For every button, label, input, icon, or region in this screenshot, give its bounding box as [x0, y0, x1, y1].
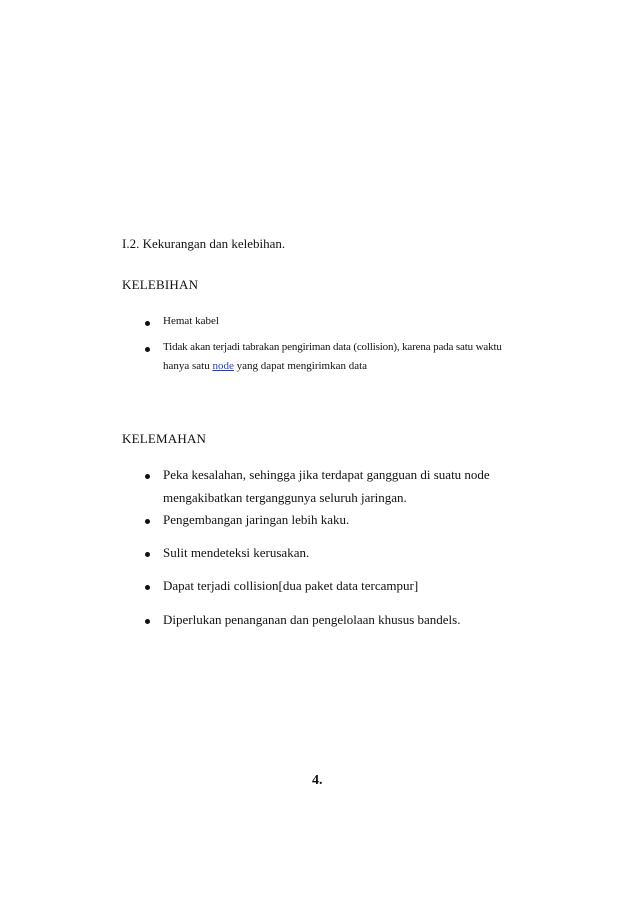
- list-item-text: Hemat kabel: [163, 315, 219, 327]
- list-item-text: Diperlukan penanganan dan pengelolaan khusus bandels.: [163, 612, 461, 627]
- list-item-text-line2: [163, 360, 367, 372]
- list-item-text-line1: Peka kesalahan, sehingga jika terdapat gangguan di suatu node: [163, 467, 490, 482]
- advantages-heading: KELEBIHAN: [122, 277, 199, 292]
- bullet-icon: [145, 474, 150, 479]
- list-item-text-before-link: hanya satu: [163, 360, 210, 372]
- bullet-icon: [145, 347, 150, 352]
- bullet-icon: [145, 619, 150, 624]
- list-item-text-line1: Tidak akan terjadi tabrakan pengiriman data (collision), karena pada satu waktu: [163, 341, 502, 353]
- list-item-text: Dapat terjadi collision[dua paket data tercampur]: [163, 578, 419, 593]
- section-title: I.2. Kekurangan dan kelebihan.: [122, 236, 286, 251]
- bullet-icon: [145, 321, 150, 326]
- list-item-text-after-link: yang dapat mengirimkan data: [236, 360, 368, 372]
- bullet-icon: [145, 552, 150, 557]
- list-item-text: Sulit mendeteksi kerusakan.: [163, 545, 310, 560]
- list-item-text-line2: mengakibatkan terganggunya seluruh jaringan.: [163, 490, 407, 505]
- bullet-icon: [145, 585, 150, 590]
- disadvantages-heading: KELEMAHAN: [122, 431, 207, 446]
- bullet-icon: [145, 519, 150, 524]
- page-number: 4.: [312, 773, 323, 788]
- list-item-text: Pengembangan jaringan lebih kaku.: [163, 512, 350, 527]
- node-link[interactable]: node: [212, 360, 234, 372]
